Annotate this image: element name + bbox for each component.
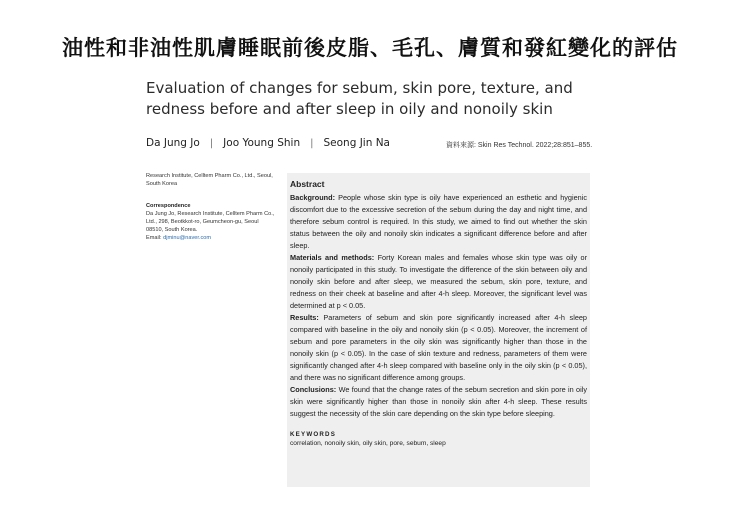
email-label: Email: [146, 235, 162, 241]
paper-title: Evaluation of changes for sebum, skin pore, texture, and redness before and after sleep in oily and nonoily skin [146, 79, 573, 118]
author-separator: | [209, 137, 214, 149]
abstract-heading: Abstract [290, 179, 325, 189]
results-text: Parameters of sebum and skin pore significantly increased after 4-h sleep compared with baseline in the oily and nonoily skin (p < 0.05). Moreover, the increment of sebum and pore parameters in the oily skin was significantly higher than those in the nonoily skin (p < 0.05). In the case of skin texture and redness, parameters of them were significantly changed after 4-h sleep compared with baseline only in the oily skin (p < 0.05), and there was no significant difference among groups. [290, 313, 587, 382]
keywords-heading: KEYWORDS [290, 431, 337, 438]
abstract-methods [290, 252, 587, 312]
abstract-conclusions [290, 384, 587, 420]
abstract-results [290, 312, 587, 384]
keywords-text: correlation, nonoily skin, oily skin, pore, sebum, sleep [290, 440, 446, 447]
abstract-box [287, 173, 590, 487]
methods-label: Materials and methods: [290, 253, 375, 262]
author-list [146, 137, 390, 149]
author-name: Seong Jin Na [323, 137, 390, 149]
affiliation-text: Research Institute, Celltem Pharm Co., Ltd., Seoul, South Korea [146, 173, 273, 187]
methods-text: Forty Korean males and females whose skin type was oily or nonoily participated in this study. To investigate the difference of the skin between oily and nonoily skin before and after sleep, we measured the sebum, skin pore, texture, and redness on their cheek at baseline and after 4-h sleep. Moreover, the significant level was determined at p < 0.05. [290, 253, 588, 310]
source-citation: 資料來源: Skin Res Technol. 2022;28:851–855. [446, 142, 593, 149]
affiliation-block [146, 172, 276, 242]
conclusions-text: We found that the change rates of the sebum secretion and skin pore in oily skin were significantly higher than those in nonoily skin after 4-h sleep. These results suggest the necessity of the skin care depending on the skin type before sleeping. [290, 385, 587, 418]
abstract-background [290, 192, 587, 252]
correspondence-heading: Correspondence [146, 203, 191, 209]
results-label: Results: [290, 313, 319, 322]
author-separator: | [310, 137, 314, 149]
background-label: Background: [290, 193, 335, 202]
background-text: People whose skin type is oily have experienced an esthetic and hygienic discomfort due to the excessive secretion of the sebum during the day and night time, and therefore sebum control is required. In this study, we aimed to find out whether the skin status between the oily and nonoily skin indicates a significant difference before and after sleep. [290, 193, 588, 250]
email-link[interactable]: djminu@naver.com [163, 235, 212, 241]
conclusions-label: Conclusions: [290, 385, 337, 394]
author-name: Joo Young Shin [223, 137, 301, 149]
author-name: Da Jung Jo [146, 137, 200, 149]
correspondence-text: Da Jung Jo, Research Institute, Celltem Pharm Co., Ltd., 298, Beotkkot-ro, Geumcheon-gu, Seoul 08510, South Korea. [146, 211, 275, 233]
slide-title: 油性和非油性肌膚睡眠前後皮脂、毛孔、膚質和發紅變化的評估 [62, 36, 678, 60]
